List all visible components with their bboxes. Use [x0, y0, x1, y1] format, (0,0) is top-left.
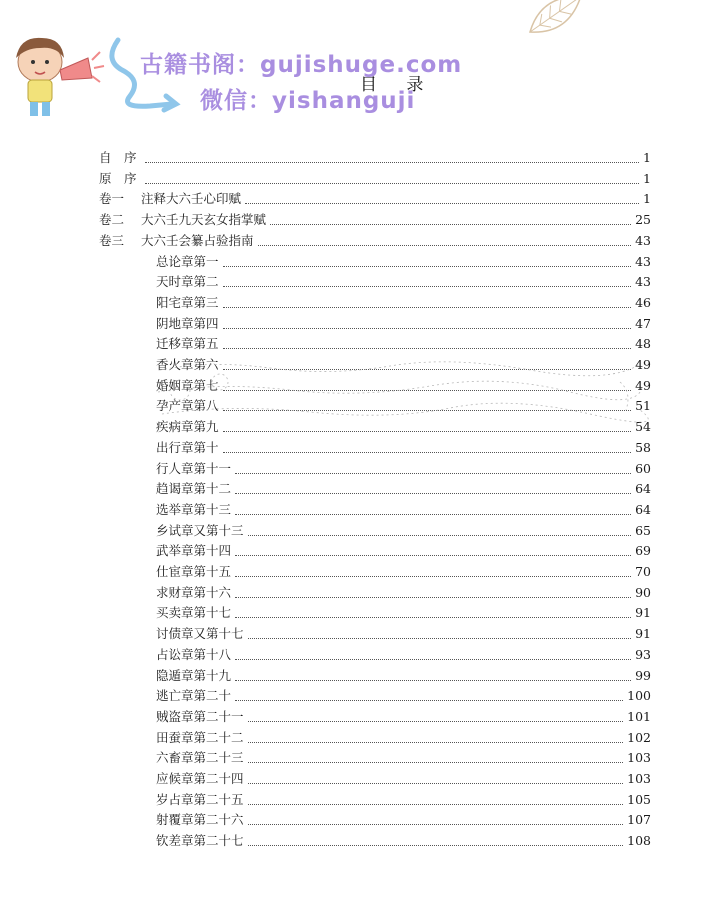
- toc-title: 武举章第十四: [156, 543, 232, 559]
- toc-leader-dots: [235, 472, 631, 474]
- toc-leader-dots: [223, 265, 632, 267]
- toc-leader-dots: [248, 803, 624, 805]
- toc-leader-dots: [223, 347, 632, 349]
- toc-title: 疾病章第九: [156, 419, 219, 435]
- toc-title: 迁移章第五: [156, 336, 219, 352]
- toc-entry: [156, 272, 651, 292]
- toc-page-number: 46: [635, 294, 651, 310]
- toc-leader-dots: [270, 223, 631, 225]
- toc-leader-dots: [235, 699, 623, 701]
- toc-leader-dots: [223, 306, 632, 308]
- toc-title: 婚姻章第七: [156, 377, 219, 393]
- toc-title: 行人章第十一: [156, 460, 232, 476]
- toc-section-label: 原 序: [99, 170, 137, 186]
- toc-leader-dots: [248, 761, 624, 763]
- toc-entry: [156, 748, 651, 768]
- cartoon-girl-icon: [16, 38, 104, 116]
- toc-title: 乡试章又第十三: [156, 522, 244, 538]
- toc-page-number: 1: [643, 170, 651, 186]
- toc-title: 总论章第一: [156, 253, 219, 269]
- toc-entry: [156, 562, 651, 582]
- toc-page-number: 60: [635, 460, 651, 476]
- toc-page-number: 70: [635, 564, 651, 579]
- page-title: 目 录: [360, 75, 436, 95]
- toc-page-number: 100: [627, 688, 651, 704]
- toc-entry: [156, 521, 651, 541]
- toc-page-number: 99: [635, 667, 651, 683]
- toc-page-number: 54: [635, 419, 651, 435]
- toc-page-number: 64: [635, 501, 651, 517]
- toc-page-number: 58: [635, 439, 651, 455]
- toc-leader-dots: [248, 823, 624, 825]
- toc-section-label: 自 序: [99, 150, 137, 165]
- toc-page-number: 93: [635, 646, 651, 662]
- toc-leader-dots: [223, 285, 632, 287]
- toc-title: 钦差章第二十七: [156, 833, 244, 849]
- toc-title: 趋谒章第十二: [156, 481, 232, 497]
- toc-entry: [156, 500, 651, 520]
- toc-entry: [156, 583, 651, 603]
- toc-entry: [99, 148, 651, 168]
- toc-entry: [156, 479, 651, 499]
- watermark: [0, 0, 717, 130]
- watermark-wechat-text: 微信：yishanguji: [200, 88, 416, 114]
- toc-page-number: 91: [635, 626, 651, 642]
- toc-leader-dots: [235, 596, 631, 598]
- toc-leader-dots: [245, 202, 639, 204]
- toc-title: 阴地章第四: [156, 315, 219, 331]
- toc-leader-dots: [223, 327, 632, 329]
- toc-entry: [156, 314, 651, 334]
- toc-leader-dots: [223, 451, 632, 453]
- toc-page-number: 91: [635, 605, 651, 621]
- toc-entry: [99, 210, 651, 230]
- toc-leader-dots: [248, 637, 632, 639]
- toc-title: 大六壬会纂占验指南: [141, 232, 254, 248]
- toc-title: 香火章第六: [156, 357, 219, 372]
- toc-leader-dots: [235, 575, 631, 577]
- toc-title: 天时章第二: [156, 274, 219, 290]
- toc-entry: [156, 603, 651, 623]
- toc-page-number: 105: [627, 791, 651, 807]
- toc-page-number: 103: [627, 771, 651, 786]
- toc-leader-dots: [235, 492, 631, 494]
- toc-leader-dots: [235, 554, 631, 556]
- toc-leader-dots: [258, 244, 632, 246]
- toc-entry: [156, 541, 651, 561]
- toc-title: 射覆章第二十六: [156, 812, 244, 828]
- toc-title: 买卖章第十七: [156, 605, 232, 621]
- toc-entry: [156, 459, 651, 479]
- toc-title: 注释大六壬心印赋: [141, 191, 242, 207]
- toc-leader-dots: [145, 182, 639, 184]
- toc-entry: [156, 438, 651, 458]
- toc-page-number: 65: [635, 522, 651, 538]
- toc-page-number: 43: [635, 274, 651, 290]
- toc-page-number: 43: [635, 253, 651, 269]
- toc-title: 讨债章又第十七: [156, 626, 244, 642]
- toc-title: 六畜章第二十三: [156, 750, 244, 766]
- toc-title: 占讼章第十八: [156, 646, 232, 662]
- toc-leader-dots: [145, 161, 639, 163]
- toc-entry: [99, 231, 651, 251]
- toc-section-label: 卷一: [99, 191, 125, 207]
- toc-entry: [156, 252, 651, 272]
- faint-stamp-overlay: [150, 352, 650, 436]
- toc-leader-dots: [235, 616, 631, 618]
- toc-entry: [156, 728, 651, 748]
- toc-title: 大六壬九天玄女指掌赋: [141, 212, 267, 228]
- toc-title: 求财章第十六: [156, 584, 232, 600]
- toc-entry: [156, 645, 651, 665]
- toc-section-label: 卷三: [99, 232, 125, 248]
- toc-leader-dots: [235, 658, 631, 660]
- toc-page-number: 43: [635, 232, 651, 248]
- toc-title: 选举章第十三: [156, 501, 232, 517]
- toc-page-number: 47: [635, 315, 651, 331]
- toc-page-number: 49: [635, 377, 651, 393]
- toc-page-number: 51: [635, 398, 651, 414]
- toc-page-number: 1: [643, 150, 651, 165]
- toc-page-number: 1: [643, 191, 651, 207]
- toc-leader-dots: [248, 782, 624, 784]
- watermark-site-text: 古籍书阁：gujishuge.com: [140, 52, 463, 78]
- toc-page-number: 108: [627, 833, 651, 849]
- toc-title: 贼盗章第二十一: [156, 708, 244, 724]
- toc-page-number: 103: [627, 750, 651, 766]
- toc-entry: [99, 189, 651, 209]
- toc-page-number: 69: [635, 543, 651, 559]
- toc-entry: [156, 293, 651, 313]
- toc-title: 应候章第二十四: [156, 771, 244, 786]
- toc-title: 逃亡章第二十: [156, 688, 232, 704]
- toc-entry: [156, 624, 651, 644]
- toc-entry: [156, 790, 651, 810]
- toc-leader-dots: [248, 844, 624, 846]
- toc-title: 岁占章第二十五: [156, 791, 244, 807]
- toc-title: 阳宅章第三: [156, 294, 219, 310]
- toc-leader-dots: [235, 513, 631, 515]
- toc-title: 隐遁章第十九: [156, 667, 232, 683]
- toc-page-number: 101: [627, 708, 651, 724]
- toc-leader-dots: [248, 741, 624, 743]
- toc-section-label: 卷二: [99, 212, 125, 228]
- toc-entry: [99, 169, 651, 189]
- toc-title: 孕产章第八: [156, 398, 219, 414]
- toc-entry: [156, 707, 651, 727]
- toc-entry: [156, 686, 651, 706]
- toc-page-number: 49: [635, 357, 651, 372]
- toc-entry: [156, 769, 651, 789]
- toc-title: 出行章第十: [156, 439, 219, 455]
- toc-leader-dots: [235, 679, 631, 681]
- toc-entry: [156, 666, 651, 686]
- toc-title: 田蚕章第二十二: [156, 729, 244, 745]
- toc-page-number: 48: [635, 336, 651, 352]
- toc-page-number: 90: [635, 584, 651, 600]
- toc-leader-dots: [248, 720, 624, 722]
- toc-page-number: 102: [627, 729, 651, 745]
- toc-title: 仕宦章第十五: [156, 564, 232, 579]
- toc-page-number: 107: [627, 812, 651, 828]
- toc-entry: [156, 810, 651, 830]
- toc-page-number: 64: [635, 481, 651, 497]
- toc-leader-dots: [248, 534, 632, 536]
- leaf-icon: [523, 0, 588, 42]
- toc-entry: [156, 831, 651, 851]
- toc-page-number: 25: [635, 212, 651, 228]
